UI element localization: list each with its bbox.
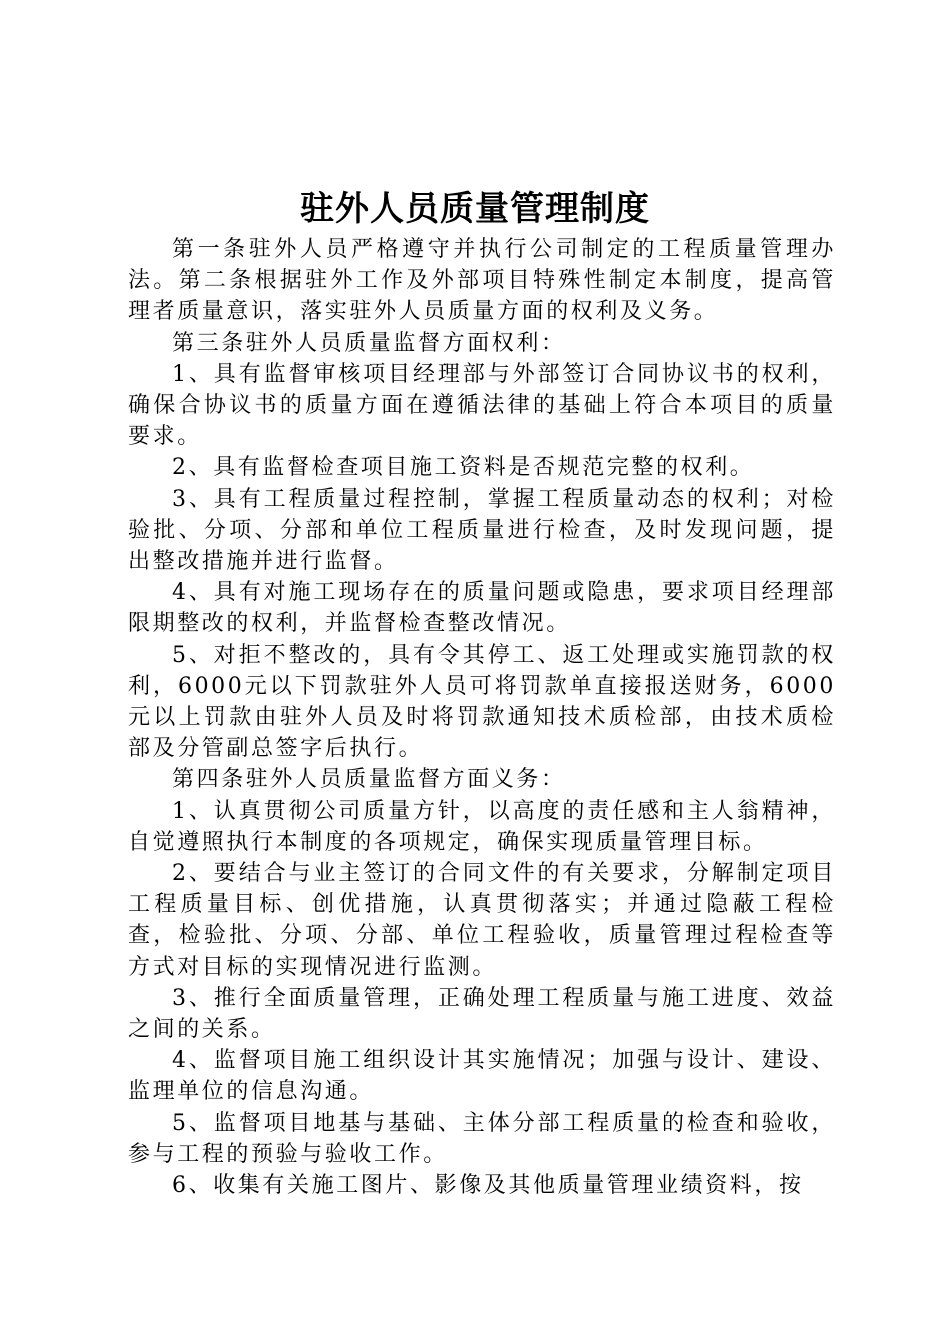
paragraph-right-1: 1、具有监督审核项目经理部与外部签订合同协议书的权利，确保合协议书的质量方面在遵循法律的基础上符合本项目的质量要求。	[128, 361, 836, 450]
paragraph-right-4: 4、具有对施工现场存在的质量问题或隐患，要求项目经理部限期整改的权利，并监督检查整改情况。	[128, 580, 836, 637]
paragraph-right-2: 2、具有监督检查项目施工资料是否规范完整的权利。	[172, 455, 755, 481]
paragraph-article-4-heading: 第四条驻外人员质量监督方面义务：	[172, 767, 566, 793]
paragraph-duty-1: 1、认真贯彻公司质量方针，以高度的责任感和主人翁精神，自觉遵照执行本制度的各项规定，确保实现质量管理目标。	[128, 798, 836, 855]
paragraph-article-3-heading: 第三条驻外人员质量监督方面权利：	[172, 330, 566, 356]
paragraph-duty-5: 5、监督项目地基与基础、主体分部工程质量的检查和验收，参与工程的预验与验收工作。	[128, 1110, 836, 1167]
paragraph-article-1-2: 第一条驻外人员严格遵守并执行公司制定的工程质量管理办法。第二条根据驻外工作及外部项目特殊性制定本制度，提高管理者质量意识，落实驻外人员质量方面的权利及义务。	[128, 237, 836, 325]
paragraph-duty-4: 4、监督项目施工组织设计其实施情况；加强与设计、建设、监理单位的信息沟通。	[128, 1048, 836, 1105]
paragraph-duty-3: 3、推行全面质量管理，正确处理工程质量与施工进度、效益之间的关系。	[128, 985, 836, 1043]
paragraph-right-5: 5、对拒不整改的，具有令其停工、返工处理或实施罚款的权利，6000元以下罚款驻外人员可将罚款单直接报送财务，6000元以上罚款由驻外人员及时将罚款通知技术质检部，由技术质检部及分管副总签字后执行。	[128, 642, 836, 762]
document-body	[128, 234, 836, 1201]
document-title: 驻外人员质量管理制度	[300, 189, 650, 229]
paragraph-duty-6: 6、收集有关施工图片、影像及其他质量管理业绩资料，按	[172, 1173, 804, 1199]
paragraph-duty-2: 2、要结合与业主签订的合同文件的有关要求，分解制定项目工程质量目标、创优措施，认真贯彻落实；并通过隐蔽工程检查，检验批、分项、分部、单位工程验收，质量管理过程检查等方式对目标的实现情况进行监测。	[128, 861, 836, 980]
paragraph-right-3: 3、具有工程质量过程控制，掌握工程质量动态的权利；对检验批、分项、分部和单位工程质量进行检查，及时发现问题，提出整改措施并进行监督。	[128, 486, 836, 575]
